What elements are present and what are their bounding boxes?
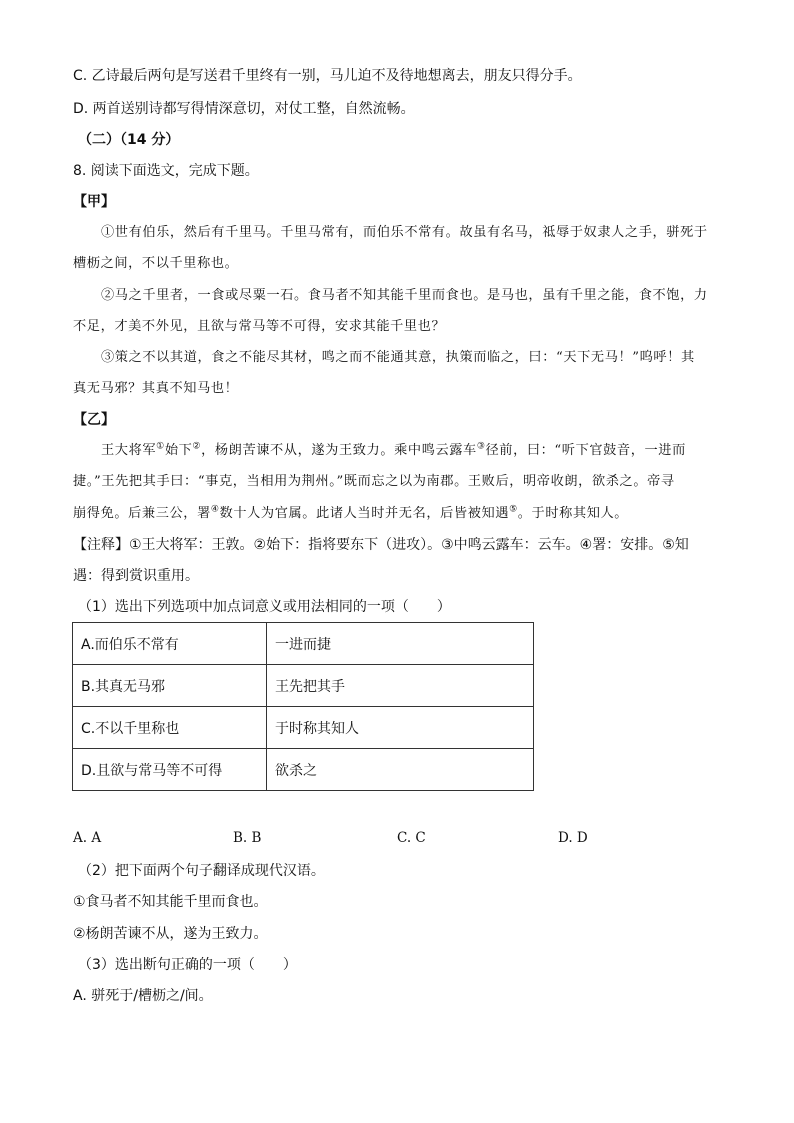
jia-paragraph-3-line-2: 真无马邪？其真不知马也！ [73,381,239,396]
sub-question-2: （2）把下面两个句子翻译成现代汉语。 [78,863,325,879]
jia-paragraph-3-line-1: ③策之不以其道，食之不能尽其材，鸣之而不能通其意，执策而临之，曰：“天下无马！”呜呼！其 [101,350,695,365]
jia-paragraph-2-line-1: ②马之千里者，一食或尽粟一石。食马者不知其能千里而食也。是马也，虽有千里之能，食不饱，力 [101,288,708,303]
option-d-line: D. 两首送别诗都写得情深意切，对仗工整，自然流畅。 [73,101,415,117]
yi-line-2: 捷。”王先把其手曰：“事克，当相用为荆州。”既而忘之以为南郡。王败后，明帝收朗，欲杀之。帝寻 [73,474,675,489]
table-row [73,749,534,791]
yi-text: 始下 [164,443,193,458]
choice-b[interactable]: B. B [233,830,262,846]
yi-text: 王大将军 [101,443,157,458]
table-cell: 王先把其手 [267,665,534,707]
table-cell: 欲杀之 [267,749,534,791]
note-marker-3: ③ [476,441,486,452]
table-cell: D.且欲与常马等不可得 [73,749,267,791]
notes-line-2: 遇：得到赏识重用。 [73,568,199,584]
jia-heading: 【甲】 [73,194,115,210]
table-cell: 一进而捷 [267,623,534,665]
yi-heading: 【乙】 [73,412,115,428]
table-row [73,707,534,749]
choice-d[interactable]: D. D [558,830,588,846]
note-marker-4: ④ [210,504,220,515]
options-table [72,622,534,791]
yi-text: 。于时称其知人。 [517,506,629,521]
yi-line-1 [101,441,686,461]
table-cell: 于时称其知人 [267,707,534,749]
yi-text: 径前，曰：“听下官鼓音，一进而 [485,443,686,458]
sub-question-1: （1）选出下列选项中加点词意义或用法相同的一项（ ） [78,599,451,615]
table-cell: C.不以千里称也 [73,707,267,749]
question-8: 8. 阅读下面选文，完成下题。 [73,163,259,179]
jia-paragraph-1-line-2: 槽枥之间，不以千里称也。 [73,256,239,271]
notes-line-1: 【注释】①王大将军：王敦。②始下：指将要东下（进攻）。③中鸣云露车：云车。④署：安排。⑤知 [73,537,689,553]
table-row [73,623,534,665]
choice-a[interactable]: A. A [73,830,102,846]
table-cell: B.其真无马邪 [73,665,267,707]
section-heading: （二）（14 分） [78,132,180,148]
yi-text: 崩得免。后兼三公，署 [73,506,211,521]
jia-paragraph-1-line-1: ①世有伯乐，然后有千里马。千里马常有，而伯乐不常有。故虽有名马，祗辱于奴隶人之手，骈死于 [101,225,708,240]
choice-c[interactable]: C. C [397,830,426,846]
yi-line-3 [73,504,628,524]
jia-paragraph-2-line-2: 不足，才美不外见，且欲与常马等不可得，安求其能千里也？ [73,319,446,334]
option-c-line: C. 乙诗最后两句是写送君千里终有一别，马儿迫不及待地想离去，朋友只得分手。 [73,68,582,84]
yi-text: ，杨朗苦谏不从，遂为王致力。乘中鸣云露车 [201,443,477,458]
yi-text: 数十人为官属。此诸人当时并无名，后皆被知遇 [219,506,510,521]
note-marker-1: ① [156,441,165,452]
translation-2: ②杨朗苦谏不从，遂为王致力。 [73,926,268,942]
sub-question-3-option-a[interactable]: A. 骈死于/槽枥之/间。 [73,988,213,1004]
table-cell: A.而伯乐不常有 [73,623,267,665]
sub-question-3: （3）选出断句正确的一项（ ） [78,957,297,973]
note-marker-5: ⑤ [509,504,518,515]
table-row [73,665,534,707]
note-marker-2: ② [192,441,202,452]
translation-1: ①食马者不知其能千里而食也。 [73,894,268,910]
